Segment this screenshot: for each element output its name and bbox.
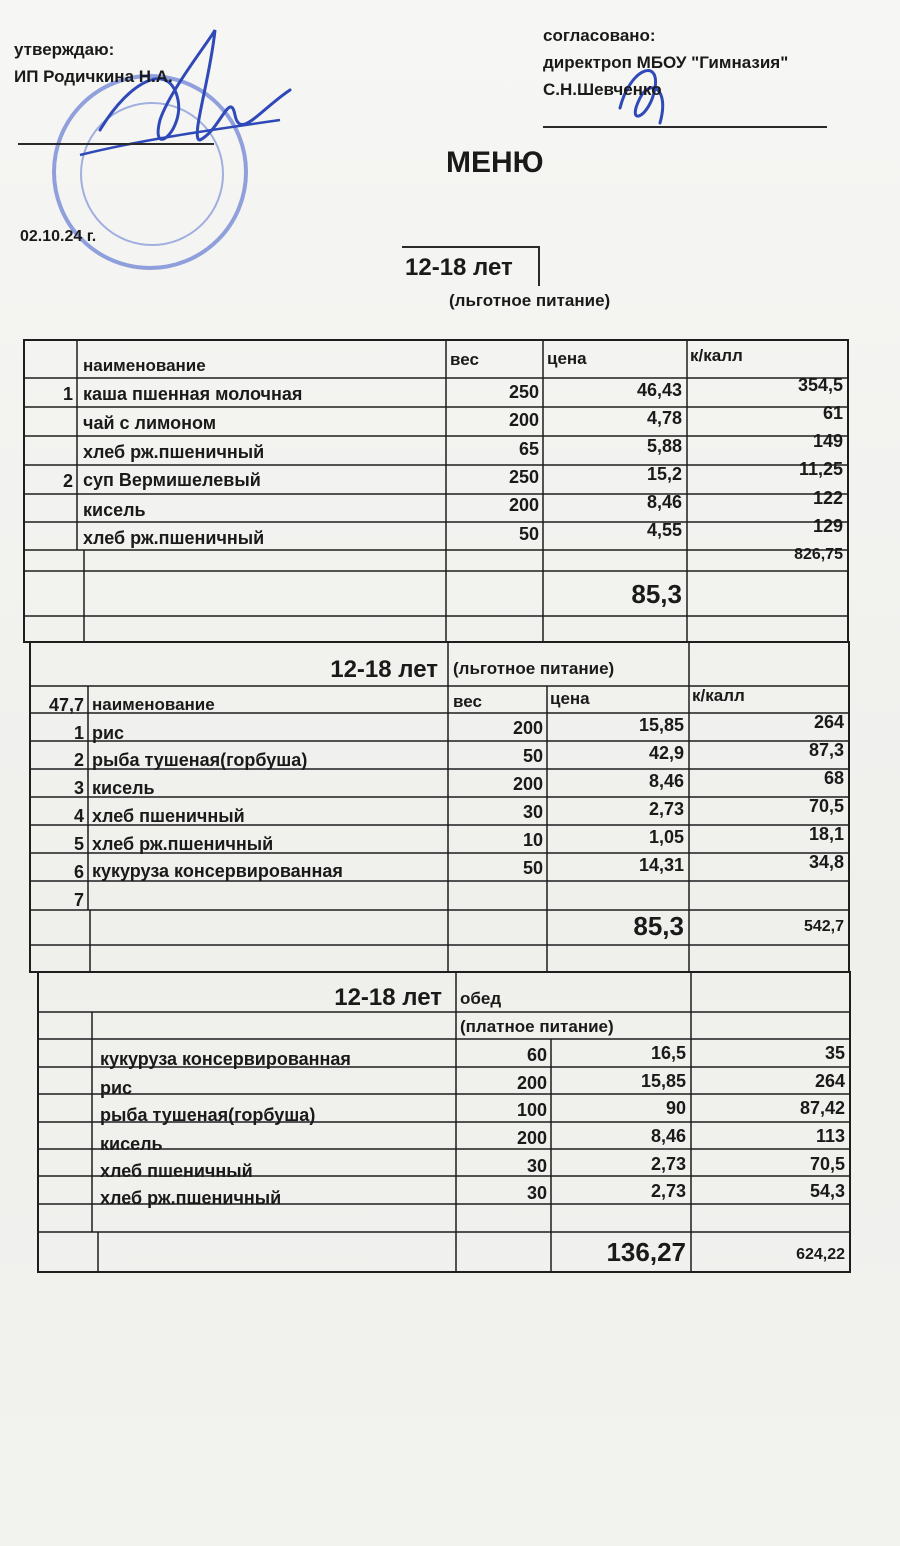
- row-number: 5: [73, 834, 84, 854]
- row-weight: 100: [516, 1100, 547, 1120]
- row-name: хлеб рж.пшеничный: [83, 442, 265, 462]
- section-title: 12-18 лет: [330, 656, 438, 683]
- row-name: кисель: [83, 500, 146, 520]
- row-price: 15,85: [638, 715, 684, 735]
- row-kcal: 129: [812, 516, 843, 536]
- row-price: 8,46: [650, 1126, 686, 1146]
- row-price: 1,05: [648, 827, 684, 847]
- row-kcal: 18,1: [808, 824, 844, 844]
- row-weight: 50: [522, 858, 543, 878]
- section-meal: обед: [460, 989, 502, 1008]
- row-name: рис: [100, 1078, 133, 1098]
- row-weight: 30: [522, 802, 543, 822]
- row-name: кисель: [92, 778, 155, 798]
- price-total: 85,3: [633, 911, 684, 941]
- section-subtitle: (льготное питание): [453, 659, 615, 678]
- row-number: 2: [62, 471, 73, 491]
- row-kcal: 87,42: [799, 1098, 845, 1118]
- age-group-title: 12-18 лет: [405, 254, 513, 281]
- row-number: 2: [73, 750, 84, 770]
- row-name: кукуруза консервированная: [92, 861, 343, 881]
- row-kcal: 11,25: [798, 459, 843, 479]
- row-name: суп Вермишелевый: [83, 470, 261, 490]
- kcal-total: 624,22: [796, 1246, 845, 1263]
- document-date: 02.10.24 г.: [20, 228, 97, 245]
- row-name: хлеб рж.пшеничный: [92, 834, 274, 854]
- agreed-position: директроп МБОУ "Гимназия": [543, 53, 789, 72]
- row-number: 1: [73, 723, 84, 743]
- row-number: 3: [73, 778, 84, 798]
- section-subtitle: (платное питание): [460, 1017, 614, 1036]
- row-kcal: 34,8: [808, 852, 844, 872]
- row-kcal: 70,5: [809, 1154, 845, 1174]
- header-weight: вес: [450, 350, 479, 369]
- header-name: наименование: [92, 695, 215, 714]
- row-kcal: 149: [812, 431, 843, 451]
- row-name: хлеб рж.пшеничный: [100, 1188, 282, 1208]
- row-weight: 200: [516, 1073, 547, 1093]
- approve-name: ИП Родичкина Н.А.: [14, 67, 173, 86]
- row-weight: 60: [526, 1045, 547, 1065]
- row-number: 4: [73, 806, 84, 826]
- row-name: кисель: [100, 1134, 163, 1154]
- row-weight: 10: [522, 830, 543, 850]
- row-kcal: 264: [813, 712, 844, 732]
- kcal-total: 542,7: [803, 918, 844, 935]
- agreed-name: С.Н.Шевченко: [543, 80, 662, 99]
- row-price: 2,73: [650, 1181, 686, 1201]
- row-weight: 65: [518, 439, 539, 459]
- row-weight: 30: [526, 1156, 547, 1176]
- row-weight: 50: [518, 524, 539, 544]
- row-kcal: 122: [812, 488, 843, 508]
- row-price: 90: [665, 1098, 686, 1118]
- price-total: 85,3: [631, 579, 682, 609]
- row-name: хлеб пшеничный: [100, 1161, 253, 1181]
- row-kcal: 61: [822, 403, 843, 423]
- corner-value: 47,7: [48, 695, 84, 715]
- row-kcal: 70,5: [808, 796, 844, 816]
- row-name: рыба тушеная(горбуша): [92, 750, 308, 770]
- approve-title: утверждаю:: [14, 40, 115, 59]
- row-kcal: 87,3: [808, 740, 844, 760]
- section-title: 12-18 лет: [334, 984, 442, 1011]
- row-weight: 200: [516, 1128, 547, 1148]
- header-weight: вес: [453, 692, 482, 711]
- header-price: цена: [550, 689, 590, 708]
- row-kcal: 35: [824, 1043, 845, 1063]
- row-price: 8,46: [646, 492, 682, 512]
- row-name: хлеб рж.пшеничный: [83, 528, 265, 548]
- row-number: 1: [62, 384, 73, 404]
- row-price: 42,9: [648, 743, 684, 763]
- row-weight: 200: [508, 495, 539, 515]
- row-name: чай с лимоном: [83, 413, 217, 433]
- age-group-subtitle: (льготное питание): [449, 291, 611, 310]
- row-price: 14,31: [638, 855, 684, 875]
- row-price: 15,2: [646, 464, 682, 484]
- row-price: 15,85: [640, 1071, 686, 1091]
- header-kcal: к/калл: [690, 346, 743, 365]
- row-price: 2,73: [650, 1154, 686, 1174]
- row-kcal: 354,5: [797, 375, 843, 395]
- header-price: цена: [547, 349, 587, 368]
- header-kcal: к/калл: [692, 686, 745, 705]
- row-kcal: 54,3: [809, 1181, 845, 1201]
- row-weight: 50: [522, 746, 543, 766]
- row-kcal: 264: [814, 1071, 845, 1091]
- row-number: 6: [73, 862, 84, 882]
- row-weight: 250: [508, 382, 539, 402]
- page-title: МЕНЮ: [446, 146, 544, 179]
- row-name: хлеб пшеничный: [92, 806, 245, 826]
- row-price: 4,55: [646, 520, 682, 540]
- row-weight: 200: [508, 410, 539, 430]
- row-price: 2,73: [648, 799, 684, 819]
- agreed-title: согласовано:: [543, 26, 656, 45]
- row-weight: 200: [512, 774, 543, 794]
- row-name: кукуруза консервированная: [100, 1049, 351, 1069]
- row-weight: 200: [512, 718, 543, 738]
- row-price: 5,88: [646, 436, 682, 456]
- row-price: 46,43: [636, 380, 682, 400]
- price-total: 136,27: [606, 1237, 686, 1267]
- row-price: 4,78: [646, 408, 682, 428]
- row-price: 16,5: [650, 1043, 686, 1063]
- row-name: рыба тушеная(горбуша): [100, 1105, 316, 1125]
- row-name: каша пшенная молочная: [83, 384, 303, 404]
- row-weight: 30: [526, 1183, 547, 1203]
- header-name: наименование: [83, 356, 206, 375]
- row-kcal: 68: [823, 768, 844, 788]
- row-name: рис: [92, 723, 125, 743]
- row-weight: 250: [508, 467, 539, 487]
- kcal-total: 826,75: [794, 546, 843, 563]
- row-price: 8,46: [648, 771, 684, 791]
- row-number: 7: [73, 890, 84, 910]
- row-kcal: 113: [815, 1126, 845, 1146]
